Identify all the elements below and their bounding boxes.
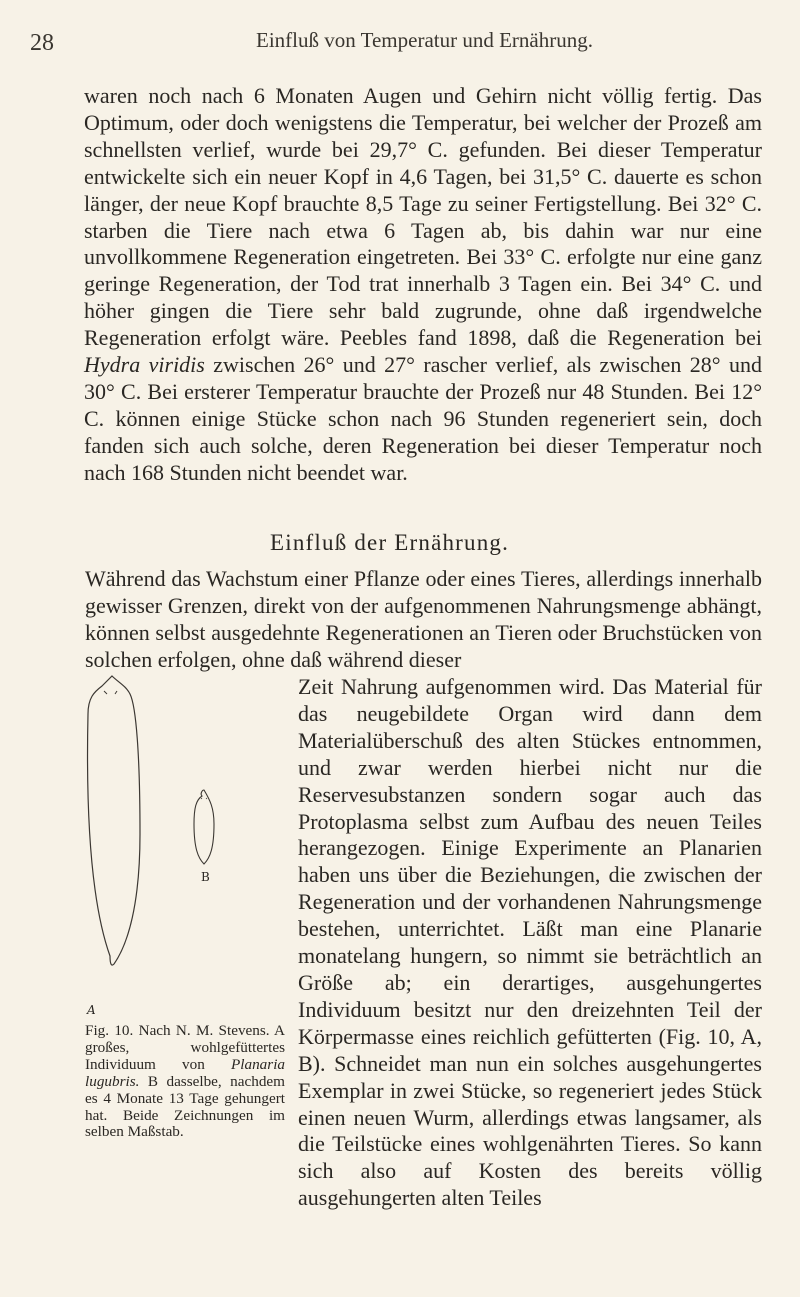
page-number: 28 <box>30 30 54 56</box>
paragraph-1-text-b: zwischen 26° und 27° rascher verlief, als zwischen 28° und 30° C. Bei ersterer Temperatur brauchte der Prozeß nur 48 Stunden. Bei 12° C. können einige Stücke schon nach 96 Stunden regeneriert sein, doch fanden sich auch solche, deren Regeneration bei dieser Temperatur noch nach 168 Stunden nicht beendet war. <box>84 352 762 485</box>
planaria-small-outline <box>194 790 214 864</box>
caption-text-a: Fig. 10. Nach N. M. Stevens. A großes, wohlgefüttertes Individuum von <box>85 1022 285 1073</box>
section-heading: Einfluß der Ernährung. <box>270 530 510 555</box>
planaria-drawing <box>84 674 294 1024</box>
figure-label-a: A <box>87 1003 96 1017</box>
figure-caption <box>85 1023 285 1141</box>
running-title: Einfluß von Temperatur und Ernährung. <box>256 28 593 52</box>
figure-planaria <box>84 674 294 1024</box>
page-header <box>0 16 800 56</box>
paragraph-nutrition-continued: Zeit Nahrung aufgenommen wird. Das Material für das neugebildete Organ wird dann dem Materialüberschuß des alten Stückes entnommen, und zwar werden hierbei nicht nur die Reservesubstanzen sondern sogar auch das Protoplasma selbst zum Aufbau des neuen Teiles herangezogen. Einige Experimente an Planarien haben uns über die Beziehungen, die zwischen der Regeneration und der vorhandenen Nahrungsmenge bestehen, unterrichtet. Läßt man eine Planarie monatelang hungern, so nimmt sie beträchtlich an Größe ab; ein derartiges, ausgehungertes Individuum besitzt nur den dreizehnten Teil der Körpermasse eines reichlich gefütterten (Fig. 10, A, B). Schneidet man nun ein solches ausgehungertes Exemplar in zwei Stücke, so regeneriert jedes Stück einen neuen Wurm, allerdings etwas langsamer, als die Teilstücke eines wohlgenährten Tieres. So kann sich also auf Kosten des bereits völlig ausgehungerten alten Teiles <box>298 674 762 1211</box>
planaria-large-eye-right <box>115 691 117 694</box>
paragraph-nutrition-intro: Während das Wachstum einer Pflanze oder eines Tieres, allerdings innerhalb gewisser Grenzen, direkt von der aufgenommenen Nahrungsmenge abhängt, können selbst ausgedehnte Regenerationen an Tieren oder Bruchstücken von solchen erfolgen, ohne daß während dieser <box>85 566 762 672</box>
species-name-hydra: Hydra viridis <box>84 352 205 378</box>
planaria-large-eye-left <box>104 691 107 694</box>
paragraph-temperature <box>84 83 762 487</box>
planaria-small-eyes <box>201 798 207 799</box>
caption-text-b: B dasselbe, nachdem es 4 Monate 13 Tage gehungert hat. Beide Zeichnungen im selben Maßstab. <box>85 1072 285 1141</box>
figure-label-b: B <box>201 870 210 884</box>
planaria-large-outline <box>88 676 140 965</box>
paragraph-1-text-a: waren noch nach 6 Monaten Augen und Gehirn nicht völlig fertig. Das Optimum, oder doch wenigstens die Temperatur, bei welcher der Prozeß am schnellsten verlief, wurde bei 29,7° C. gefunden. Bei dieser Temperatur entwickelte sich ein neuer Kopf in 4,6 Tagen, bei 31,5° C. dauerte es schon länger, der neue Kopf brauchte 8,5 Tage zu seiner Fertigstellung. Bei 32° C. starben die Tiere nach etwa 6 Tagen ab, bis dahin war nur eine unvollkommene Regeneration eingetreten. Bei 33° C. erfolgte nur eine ganz geringe Regeneration, der Tod trat innerhalb 3 Tagen ein. Bei 34° C. und höher gingen die Tiere sehr bald zugrunde, ohne daß irgendwelche Regeneration erfolgt wäre. Peebles fand 1898, daß die Regeneration bei <box>84 83 762 351</box>
caption-species: Planaria lugubris. <box>85 1055 286 1090</box>
